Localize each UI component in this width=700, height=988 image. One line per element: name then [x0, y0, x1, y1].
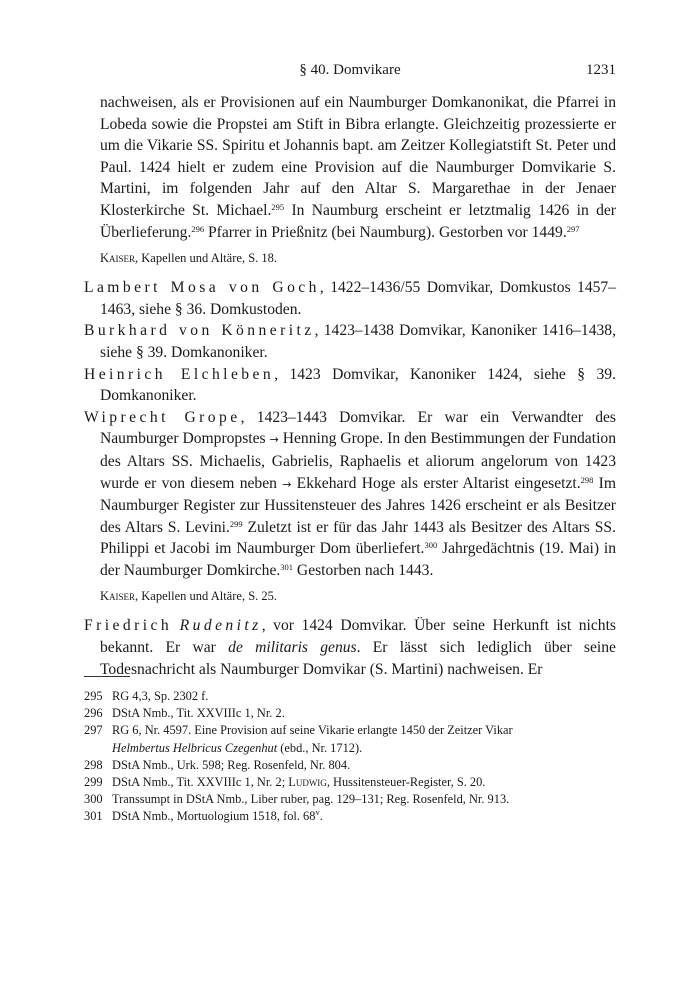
footnotes — [84, 688, 616, 826]
entry-grope: Wiprecht Grope, 1423–1443 Domvikar. Er war ein Verwandter des Naumburger Dompropstes → Henning Grope. In den Bestimmungen der Fundation des Altars SS. Michaelis, Gabrielis, Raphaelis et aliorum angelorum von 1423 wurde er von diesem neben → Ekkehard Hoge als erster Altarist eingesetzt.$^{298}$ Im Naumburger Register zur Hussitensteuer des Jahres 1426 erscheint er als Besitzer des Altars S. Levini.$^{299}$ Zuletzt ist er für das Jahr 1443 als Besitzer des Altars SS. Philippi et Jacobi im Naumburger Dom überliefert.$^{300}$ Jahrgedächtnis (19. Mai) in der Naumburger Domkirche.$^{301}$ Gestorben nach 1443. — [84, 408, 617, 579]
entry-name: Burkhard von Könneritz — [84, 322, 315, 340]
footnote-divider — [84, 676, 130, 677]
entry-last-name: Rudenitz — [179, 617, 262, 635]
entry-name: Lambert Mosa von Goch — [84, 279, 320, 297]
entry-name: Heinrich Elchleben — [84, 365, 275, 383]
page-header — [84, 62, 616, 82]
footnote-299: 299 DStA Nmb., Tit. XXVIIIc 1, Nr. 2; Ludwig, Hussitensteuer-Register, S. 20. — [84, 775, 486, 790]
footnote-ref-299[interactable]: 299 — [229, 518, 243, 529]
entry-koenneritz: Burkhard von Könneritz, 1423–1438 Domvikar, Kanoniker 1416–1438, siehe § 39. Domkanoniker. — [84, 322, 616, 361]
page-number: 1231 — [586, 62, 616, 78]
literature-reference: Kaiser, Kapellen und Altäre, S. 25. — [100, 589, 278, 604]
literature-reference: Kaiser, Kapellen und Altäre, S. 18. — [100, 251, 278, 266]
footnote-300: 300 Transsumpt in DStA Nmb., Liber ruber, pag. 129–131; Reg. Rosenfeld, Nr. 913. — [84, 792, 510, 807]
footnote-ref-296[interactable]: 296 — [191, 223, 205, 234]
entry-first-name: Friedrich — [84, 617, 173, 635]
entry-name: Wiprecht Grope — [84, 408, 241, 426]
footnote-ref-301[interactable]: 301 — [280, 561, 294, 572]
footnote-296: 296 DStA Nmb., Tit. XXVIIIc 1, Nr. 2. — [84, 706, 285, 721]
footnote-ref-298[interactable]: 298 — [580, 474, 594, 485]
running-head: § 40. Domvikare — [299, 62, 401, 78]
cross-reference-arrow-icon: → — [282, 477, 292, 491]
entry-mosa: Lambert Mosa von Goch, 1422–1436/55 Domvikar, Domkustos 1457–1463, siehe § 36. Domkustoden. — [84, 279, 617, 318]
entry-elchleben: Heinrich Elchleben, 1423 Domvikar, Kanoniker 1424, siehe § 39. Domkanoniker. — [84, 365, 617, 405]
cross-reference-arrow-icon: → — [269, 433, 279, 447]
intro-paragraph: nachweisen, als er Provisionen auf ein Naumburger Domkanonikat, die Pfarrei in Lobeda sowie die Propstei am Stift in Bibra erlangte. Gleichzeitig prozessierte er um die Vikarie SS. Spiritu et Johannis bapt. am Zeitzer Kollegiatstift St. Peter und Paul. 1424 hielt er zudem eine Provision auf die Naumburger Domvikarie S. Martini, im folgenden Jahr auf den Altar S. Margarethae in der Jenaer Klosterkirche St. Michael.$^{295}$ In Naumburg erscheint er letztmalig 1426 in der Überlieferung.$^{296}$ Pfarrer in Prießnitz (bei Naumburg). Gestorben vor 1449.$^{297}$ — [100, 94, 616, 241]
main-text — [84, 92, 616, 680]
footnote-ref-297[interactable]: 297 — [566, 223, 580, 234]
footnote-295: 295 RG 4,3, Sp. 2302 f. — [84, 689, 209, 703]
latin-phrase: de militaris genus — [228, 639, 357, 657]
footnote-ref-300[interactable]: 300 — [424, 540, 438, 551]
footnote-ref-295[interactable]: 295 — [271, 201, 285, 212]
footnote-301: 301 DStA Nmb., Mortuologium 1518, fol. 68$^v$. — [84, 807, 323, 824]
entry-rudenitz: Friedrich Rudenitz, vor 1424 Domvikar. Über seine Herkunft ist nichts bekannt. Er war de militaris genus. Er lässt sich lediglich über seine Todesnachricht als Naumburger Domvikar (S. Martini) nachweisen. Er — [84, 617, 616, 678]
footnote-298: 298 DStA Nmb., Urk. 598; Reg. Rosenfeld, Nr. 804. — [84, 757, 351, 772]
footnote-297: 297 RG 6, Nr. 4597. Eine Provision auf seine Vikarie erlangte 1450 der Zeitzer Vikar Helmbertus Helbricus Czegenhut (ebd., Nr. 1712). — [84, 723, 513, 755]
